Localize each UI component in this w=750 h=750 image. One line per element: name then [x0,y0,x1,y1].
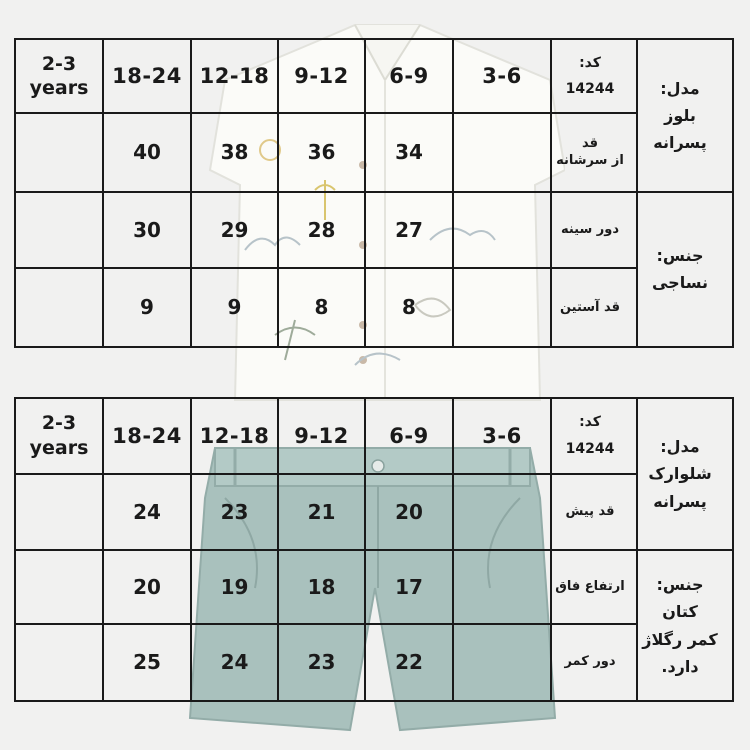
code-cell: کد: 14244 [551,39,637,113]
shirt-size-table [14,38,734,348]
measure-cell [15,192,103,268]
measure-cell [15,624,103,701]
measure-cell [453,192,551,268]
measure-cell: 34 [365,113,453,192]
measure-cell [453,474,551,550]
measure-cell: 36 [278,113,365,192]
row-label: دور سینه [551,192,637,268]
size-cell: 3-6 [453,39,551,113]
measure-cell [15,113,103,192]
size-cell: 18-24 [103,398,191,474]
size-2-3-years-cell: 2-3 years [15,39,103,113]
measure-cell: 38 [191,113,278,192]
measure-cell [15,550,103,624]
measure-cell: 23 [278,624,365,701]
size-cell: 18-24 [103,39,191,113]
measure-cell: 9 [191,268,278,347]
measure-cell [15,474,103,550]
measure-cell: 23 [191,474,278,550]
measure-cell: 25 [103,624,191,701]
size-cell: 12-18 [191,398,278,474]
model-cell: مدل: بلوز پسرانه [637,39,733,192]
size-cell: 6-9 [365,39,453,113]
measure-cell [453,624,551,701]
table-row [15,474,733,550]
size-cell: 3-6 [453,398,551,474]
measure-cell: 30 [103,192,191,268]
measure-cell: 20 [365,474,453,550]
measure-cell: 20 [103,550,191,624]
measure-cell [453,113,551,192]
measure-cell: 8 [365,268,453,347]
measure-cell: 22 [365,624,453,701]
table-row [15,624,733,701]
table-row [15,113,733,192]
measure-cell: 27 [365,192,453,268]
model-cell: مدل: شلوارک پسرانه [637,398,733,550]
measure-cell: 24 [191,624,278,701]
measure-cell: 19 [191,550,278,624]
row-label: دور کمر [551,624,637,701]
size-2-3-years-cell: 2-3 years [15,398,103,474]
measure-cell: 21 [278,474,365,550]
size-header-row [15,39,733,113]
shorts-size-table [14,397,734,702]
table-row [15,192,733,268]
measure-cell: 24 [103,474,191,550]
row-label: قد از سرشانه [551,113,637,192]
row-label: ارتفاع فاق [551,550,637,624]
size-header-row [15,398,733,474]
size-cell: 9-12 [278,39,365,113]
code-cell: کد: 14244 [551,398,637,474]
size-cell: 6-9 [365,398,453,474]
measure-cell: 40 [103,113,191,192]
measure-cell: 29 [191,192,278,268]
measure-cell [453,550,551,624]
measure-cell: 28 [278,192,365,268]
measure-cell: 18 [278,550,365,624]
size-cell: 9-12 [278,398,365,474]
size-cell: 12-18 [191,39,278,113]
fabric-cell: جنس: نساجی [637,192,733,347]
table-row [15,268,733,347]
measure-cell [453,268,551,347]
measure-cell: 9 [103,268,191,347]
row-label: قد آستین [551,268,637,347]
measure-cell [15,268,103,347]
measure-cell: 8 [278,268,365,347]
table-row [15,550,733,624]
row-label: قد پیش [551,474,637,550]
fabric-cell: جنس: کتان کمر رگلاژ دارد. [637,550,733,701]
measure-cell: 17 [365,550,453,624]
